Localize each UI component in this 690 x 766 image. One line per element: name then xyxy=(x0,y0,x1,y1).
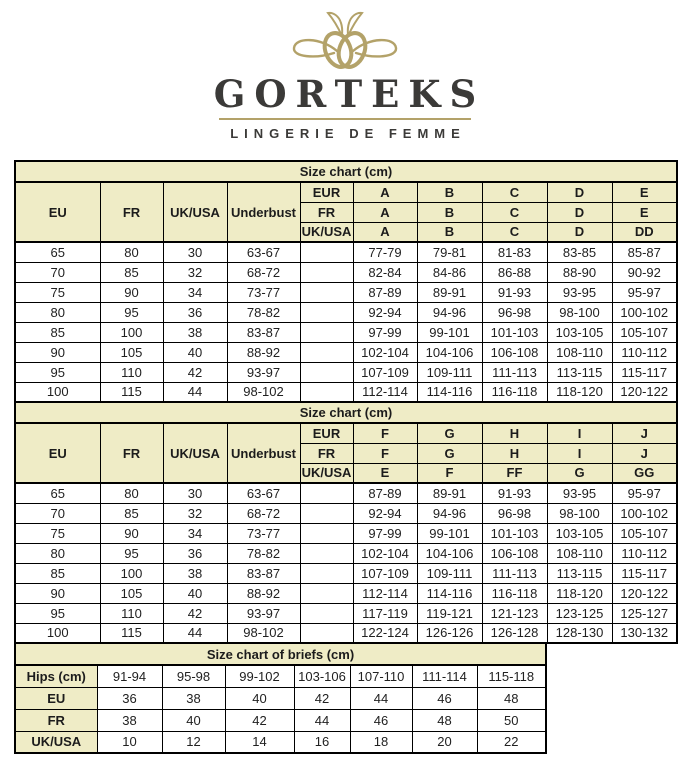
size-cell: 90 xyxy=(100,282,163,302)
briefs-value-cell: 18 xyxy=(350,731,412,753)
empty-cell xyxy=(300,322,353,342)
size-cell: 73-77 xyxy=(227,282,300,302)
bust-range-cell: 109-111 xyxy=(417,563,482,583)
bust-range-cell: 96-98 xyxy=(482,302,547,322)
briefs-value-cell: 10 xyxy=(97,731,162,753)
table-title: Size chart (cm) xyxy=(15,402,677,423)
bust-range-cell: 98-100 xyxy=(547,302,612,322)
bust-range-cell: 113-115 xyxy=(547,362,612,382)
cup-size-cell: FF xyxy=(482,463,547,483)
briefs-value-cell: 38 xyxy=(97,709,162,731)
empty-cell xyxy=(300,342,353,362)
size-cell: 75 xyxy=(15,523,100,543)
size-cell: 36 xyxy=(163,302,227,322)
empty-cell xyxy=(300,563,353,583)
size-cell: 36 xyxy=(163,543,227,563)
size-chart-briefs xyxy=(14,642,547,754)
cup-size-cell: B xyxy=(417,182,482,202)
column-header: UK/USA xyxy=(163,182,227,242)
bust-range-cell: 111-113 xyxy=(482,362,547,382)
briefs-value-cell: 48 xyxy=(477,687,546,709)
size-cell: 80 xyxy=(15,302,100,322)
cup-size-cell: DD xyxy=(612,222,677,242)
cup-size-cell: E xyxy=(353,463,417,483)
briefs-value-cell: 50 xyxy=(477,709,546,731)
cup-size-cell: G xyxy=(547,463,612,483)
size-cell: 80 xyxy=(15,543,100,563)
size-cell: 93-97 xyxy=(227,603,300,623)
empty-cell xyxy=(300,282,353,302)
empty-cell xyxy=(300,262,353,282)
briefs-row xyxy=(15,665,546,687)
title-row xyxy=(15,161,677,182)
bust-range-cell: 130-132 xyxy=(612,623,677,643)
bust-range-cell: 77-79 xyxy=(353,242,417,262)
size-cell: 30 xyxy=(163,242,227,262)
briefs-value-cell: 42 xyxy=(225,709,294,731)
briefs-row-label: FR xyxy=(15,709,97,731)
bust-range-cell: 113-115 xyxy=(547,563,612,583)
cup-system-label: UK/USA xyxy=(300,222,353,242)
bust-range-cell: 95-97 xyxy=(612,483,677,503)
brand-divider xyxy=(219,118,471,120)
bust-range-cell: 94-96 xyxy=(417,302,482,322)
size-cell: 115 xyxy=(100,382,163,402)
column-header: Underbust xyxy=(227,182,300,242)
size-cell: 70 xyxy=(15,503,100,523)
size-cell: 63-67 xyxy=(227,242,300,262)
bust-range-cell: 126-126 xyxy=(417,623,482,643)
briefs-row-label: Hips (cm) xyxy=(15,665,97,687)
briefs-row-label: EU xyxy=(15,687,97,709)
cup-size-cell: E xyxy=(612,202,677,222)
size-cell: 34 xyxy=(163,282,227,302)
size-cell: 105 xyxy=(100,583,163,603)
empty-cell xyxy=(300,603,353,623)
bust-range-cell: 103-105 xyxy=(547,523,612,543)
briefs-value-cell: 111-114 xyxy=(412,665,477,687)
size-cell: 90 xyxy=(100,523,163,543)
size-cell: 40 xyxy=(163,583,227,603)
size-cell: 38 xyxy=(163,563,227,583)
bust-range-cell: 106-108 xyxy=(482,543,547,563)
size-cell: 98-102 xyxy=(227,382,300,402)
size-cell: 40 xyxy=(163,342,227,362)
bust-range-cell: 97-99 xyxy=(353,322,417,342)
bust-range-cell: 102-104 xyxy=(353,543,417,563)
cup-size-cell: C xyxy=(482,182,547,202)
size-cell: 32 xyxy=(163,262,227,282)
bust-range-cell: 109-111 xyxy=(417,362,482,382)
size-cell: 88-92 xyxy=(227,342,300,362)
cup-size-cell: A xyxy=(353,202,417,222)
bust-range-cell: 97-99 xyxy=(353,523,417,543)
bust-range-cell: 125-127 xyxy=(612,603,677,623)
briefs-value-cell: 42 xyxy=(294,687,350,709)
bust-range-cell: 108-110 xyxy=(547,543,612,563)
cup-size-cell: A xyxy=(353,182,417,202)
cup-size-cell: J xyxy=(612,423,677,443)
title-row xyxy=(15,402,677,423)
bust-range-cell: 107-109 xyxy=(353,362,417,382)
bust-range-cell: 92-94 xyxy=(353,302,417,322)
bust-range-cell: 79-81 xyxy=(417,242,482,262)
bust-range-cell: 85-87 xyxy=(612,242,677,262)
briefs-value-cell: 46 xyxy=(350,709,412,731)
empty-cell xyxy=(300,543,353,563)
size-row xyxy=(15,282,677,302)
size-cell: 68-72 xyxy=(227,262,300,282)
briefs-row xyxy=(15,687,546,709)
size-cell: 73-77 xyxy=(227,523,300,543)
size-row xyxy=(15,302,677,322)
empty-cell xyxy=(300,583,353,603)
briefs-value-cell: 48 xyxy=(412,709,477,731)
bust-range-cell: 116-118 xyxy=(482,382,547,402)
cup-size-cell: C xyxy=(482,222,547,242)
bust-range-cell: 93-95 xyxy=(547,282,612,302)
size-cell: 80 xyxy=(100,483,163,503)
size-cell: 30 xyxy=(163,483,227,503)
column-header: Underbust xyxy=(227,423,300,483)
size-cell: 78-82 xyxy=(227,543,300,563)
bust-range-cell: 100-102 xyxy=(612,503,677,523)
cup-size-cell: E xyxy=(612,182,677,202)
size-row xyxy=(15,523,677,543)
cup-size-cell: I xyxy=(547,443,612,463)
size-row xyxy=(15,483,677,503)
briefs-value-cell: 44 xyxy=(350,687,412,709)
column-header: FR xyxy=(100,182,163,242)
bust-range-cell: 120-122 xyxy=(612,583,677,603)
cup-size-cell: GG xyxy=(612,463,677,483)
size-cell: 100 xyxy=(100,322,163,342)
briefs-value-cell: 22 xyxy=(477,731,546,753)
size-cell: 34 xyxy=(163,523,227,543)
size-cell: 88-92 xyxy=(227,583,300,603)
size-cell: 110 xyxy=(100,603,163,623)
size-cell: 100 xyxy=(100,563,163,583)
size-row xyxy=(15,382,677,402)
size-cell: 95 xyxy=(100,543,163,563)
size-cell: 78-82 xyxy=(227,302,300,322)
bust-range-cell: 88-90 xyxy=(547,262,612,282)
cup-system-label: UK/USA xyxy=(300,463,353,483)
cup-size-cell: D xyxy=(547,222,612,242)
size-row xyxy=(15,563,677,583)
butterfly-bow-icon xyxy=(285,8,405,72)
bust-range-cell: 102-104 xyxy=(353,342,417,362)
cup-size-cell: G xyxy=(417,423,482,443)
brand-logo xyxy=(0,0,690,160)
bust-range-cell: 89-91 xyxy=(417,282,482,302)
bust-range-cell: 84-86 xyxy=(417,262,482,282)
bust-range-cell: 91-93 xyxy=(482,282,547,302)
size-cell: 85 xyxy=(100,262,163,282)
cup-system-label: FR xyxy=(300,202,353,222)
bust-range-cell: 98-100 xyxy=(547,503,612,523)
cup-header-row xyxy=(15,423,677,443)
size-cell: 110 xyxy=(100,362,163,382)
bust-range-cell: 94-96 xyxy=(417,503,482,523)
cup-size-cell: A xyxy=(353,222,417,242)
bust-range-cell: 91-93 xyxy=(482,483,547,503)
size-cell: 95 xyxy=(15,362,100,382)
bust-range-cell: 107-109 xyxy=(353,563,417,583)
bust-range-cell: 126-128 xyxy=(482,623,547,643)
brand-tagline: LINGERIE DE FEMME xyxy=(230,125,466,141)
size-cell: 83-87 xyxy=(227,563,300,583)
empty-cell xyxy=(300,242,353,262)
cup-size-cell: F xyxy=(353,423,417,443)
bust-range-cell: 115-117 xyxy=(612,362,677,382)
empty-cell xyxy=(300,302,353,322)
bust-range-cell: 115-117 xyxy=(612,563,677,583)
bust-range-cell: 96-98 xyxy=(482,503,547,523)
size-cell: 80 xyxy=(100,242,163,262)
bust-range-cell: 86-88 xyxy=(482,262,547,282)
size-row xyxy=(15,342,677,362)
size-cell: 42 xyxy=(163,362,227,382)
briefs-value-cell: 46 xyxy=(412,687,477,709)
size-cell: 38 xyxy=(163,322,227,342)
size-cell: 68-72 xyxy=(227,503,300,523)
bust-range-cell: 93-95 xyxy=(547,483,612,503)
size-cell: 85 xyxy=(100,503,163,523)
size-chart-bras-2 xyxy=(14,401,678,644)
cup-size-cell: J xyxy=(612,443,677,463)
bust-range-cell: 123-125 xyxy=(547,603,612,623)
size-cell: 95 xyxy=(100,302,163,322)
size-cell: 75 xyxy=(15,282,100,302)
briefs-value-cell: 115-118 xyxy=(477,665,546,687)
bust-range-cell: 118-120 xyxy=(547,382,612,402)
size-row xyxy=(15,503,677,523)
size-cell: 85 xyxy=(15,322,100,342)
bust-range-cell: 103-105 xyxy=(547,322,612,342)
bust-range-cell: 87-89 xyxy=(353,282,417,302)
size-cell: 44 xyxy=(163,382,227,402)
size-cell: 90 xyxy=(15,342,100,362)
bust-range-cell: 101-103 xyxy=(482,523,547,543)
size-cell: 115 xyxy=(100,623,163,643)
size-row xyxy=(15,623,677,643)
cup-size-cell: H xyxy=(482,423,547,443)
column-header: EU xyxy=(15,423,100,483)
cup-size-cell: B xyxy=(417,222,482,242)
column-header: FR xyxy=(100,423,163,483)
bust-range-cell: 89-91 xyxy=(417,483,482,503)
size-row xyxy=(15,242,677,262)
size-cell: 83-87 xyxy=(227,322,300,342)
bust-range-cell: 83-85 xyxy=(547,242,612,262)
bust-range-cell: 117-119 xyxy=(353,603,417,623)
size-chart-bras-1 xyxy=(14,160,678,403)
size-cell: 65 xyxy=(15,242,100,262)
bust-range-cell: 104-106 xyxy=(417,342,482,362)
briefs-value-cell: 44 xyxy=(294,709,350,731)
bust-range-cell: 95-97 xyxy=(612,282,677,302)
column-header: EU xyxy=(15,182,100,242)
size-cell: 100 xyxy=(15,382,100,402)
size-cell: 105 xyxy=(100,342,163,362)
size-row xyxy=(15,362,677,382)
empty-cell xyxy=(300,382,353,402)
column-header: UK/USA xyxy=(163,423,227,483)
bust-range-cell: 87-89 xyxy=(353,483,417,503)
bust-range-cell: 105-107 xyxy=(612,322,677,342)
bust-range-cell: 112-114 xyxy=(353,583,417,603)
size-cell: 100 xyxy=(15,623,100,643)
size-cell: 93-97 xyxy=(227,362,300,382)
cup-size-cell: I xyxy=(547,423,612,443)
size-cell: 95 xyxy=(15,603,100,623)
briefs-value-cell: 38 xyxy=(162,687,225,709)
bust-range-cell: 105-107 xyxy=(612,523,677,543)
bust-range-cell: 101-103 xyxy=(482,322,547,342)
bust-range-cell: 100-102 xyxy=(612,302,677,322)
bust-range-cell: 90-92 xyxy=(612,262,677,282)
size-row xyxy=(15,583,677,603)
bust-range-cell: 121-123 xyxy=(482,603,547,623)
briefs-value-cell: 12 xyxy=(162,731,225,753)
briefs-value-cell: 99-102 xyxy=(225,665,294,687)
cup-size-cell: B xyxy=(417,202,482,222)
bust-range-cell: 81-83 xyxy=(482,242,547,262)
briefs-value-cell: 40 xyxy=(225,687,294,709)
bust-range-cell: 120-122 xyxy=(612,382,677,402)
bust-range-cell: 118-120 xyxy=(547,583,612,603)
bust-range-cell: 114-116 xyxy=(417,382,482,402)
bust-range-cell: 106-108 xyxy=(482,342,547,362)
empty-cell xyxy=(300,483,353,503)
empty-cell xyxy=(300,503,353,523)
size-row xyxy=(15,262,677,282)
briefs-value-cell: 103-106 xyxy=(294,665,350,687)
bust-range-cell: 99-101 xyxy=(417,322,482,342)
size-row xyxy=(15,322,677,342)
size-cell: 63-67 xyxy=(227,483,300,503)
size-row xyxy=(15,543,677,563)
size-cell: 98-102 xyxy=(227,623,300,643)
empty-cell xyxy=(300,623,353,643)
cup-size-cell: F xyxy=(353,443,417,463)
cup-size-cell: D xyxy=(547,182,612,202)
table-title: Size chart of briefs (cm) xyxy=(15,643,546,665)
bust-range-cell: 116-118 xyxy=(482,583,547,603)
bust-range-cell: 114-116 xyxy=(417,583,482,603)
cup-size-cell: C xyxy=(482,202,547,222)
size-cell: 65 xyxy=(15,483,100,503)
cup-size-cell: G xyxy=(417,443,482,463)
briefs-value-cell: 36 xyxy=(97,687,162,709)
briefs-value-cell: 40 xyxy=(162,709,225,731)
cup-system-label: EUR xyxy=(300,423,353,443)
bust-range-cell: 92-94 xyxy=(353,503,417,523)
bust-range-cell: 99-101 xyxy=(417,523,482,543)
empty-cell xyxy=(300,523,353,543)
cup-size-cell: D xyxy=(547,202,612,222)
cup-system-label: FR xyxy=(300,443,353,463)
bust-range-cell: 108-110 xyxy=(547,342,612,362)
cup-size-cell: H xyxy=(482,443,547,463)
briefs-value-cell: 107-110 xyxy=(350,665,412,687)
cup-system-label: EUR xyxy=(300,182,353,202)
size-cell: 85 xyxy=(15,563,100,583)
cup-size-cell: F xyxy=(417,463,482,483)
size-cell: 42 xyxy=(163,603,227,623)
cup-header-row xyxy=(15,182,677,202)
size-cell: 32 xyxy=(163,503,227,523)
bust-range-cell: 110-112 xyxy=(612,342,677,362)
size-row xyxy=(15,603,677,623)
size-cell: 70 xyxy=(15,262,100,282)
briefs-value-cell: 95-98 xyxy=(162,665,225,687)
briefs-row xyxy=(15,709,546,731)
bust-range-cell: 122-124 xyxy=(353,623,417,643)
briefs-row-label: UK/USA xyxy=(15,731,97,753)
bust-range-cell: 112-114 xyxy=(353,382,417,402)
size-cell: 44 xyxy=(163,623,227,643)
briefs-value-cell: 91-94 xyxy=(97,665,162,687)
briefs-value-cell: 16 xyxy=(294,731,350,753)
title-row xyxy=(15,643,546,665)
briefs-value-cell: 20 xyxy=(412,731,477,753)
bust-range-cell: 119-121 xyxy=(417,603,482,623)
briefs-row xyxy=(15,731,546,753)
bust-range-cell: 111-113 xyxy=(482,563,547,583)
bust-range-cell: 110-112 xyxy=(612,543,677,563)
bust-range-cell: 82-84 xyxy=(353,262,417,282)
bust-range-cell: 128-130 xyxy=(547,623,612,643)
table-title: Size chart (cm) xyxy=(15,161,677,182)
bust-range-cell: 104-106 xyxy=(417,543,482,563)
size-cell: 90 xyxy=(15,583,100,603)
briefs-value-cell: 14 xyxy=(225,731,294,753)
empty-cell xyxy=(300,362,353,382)
brand-name: GORTEKS xyxy=(213,72,486,116)
